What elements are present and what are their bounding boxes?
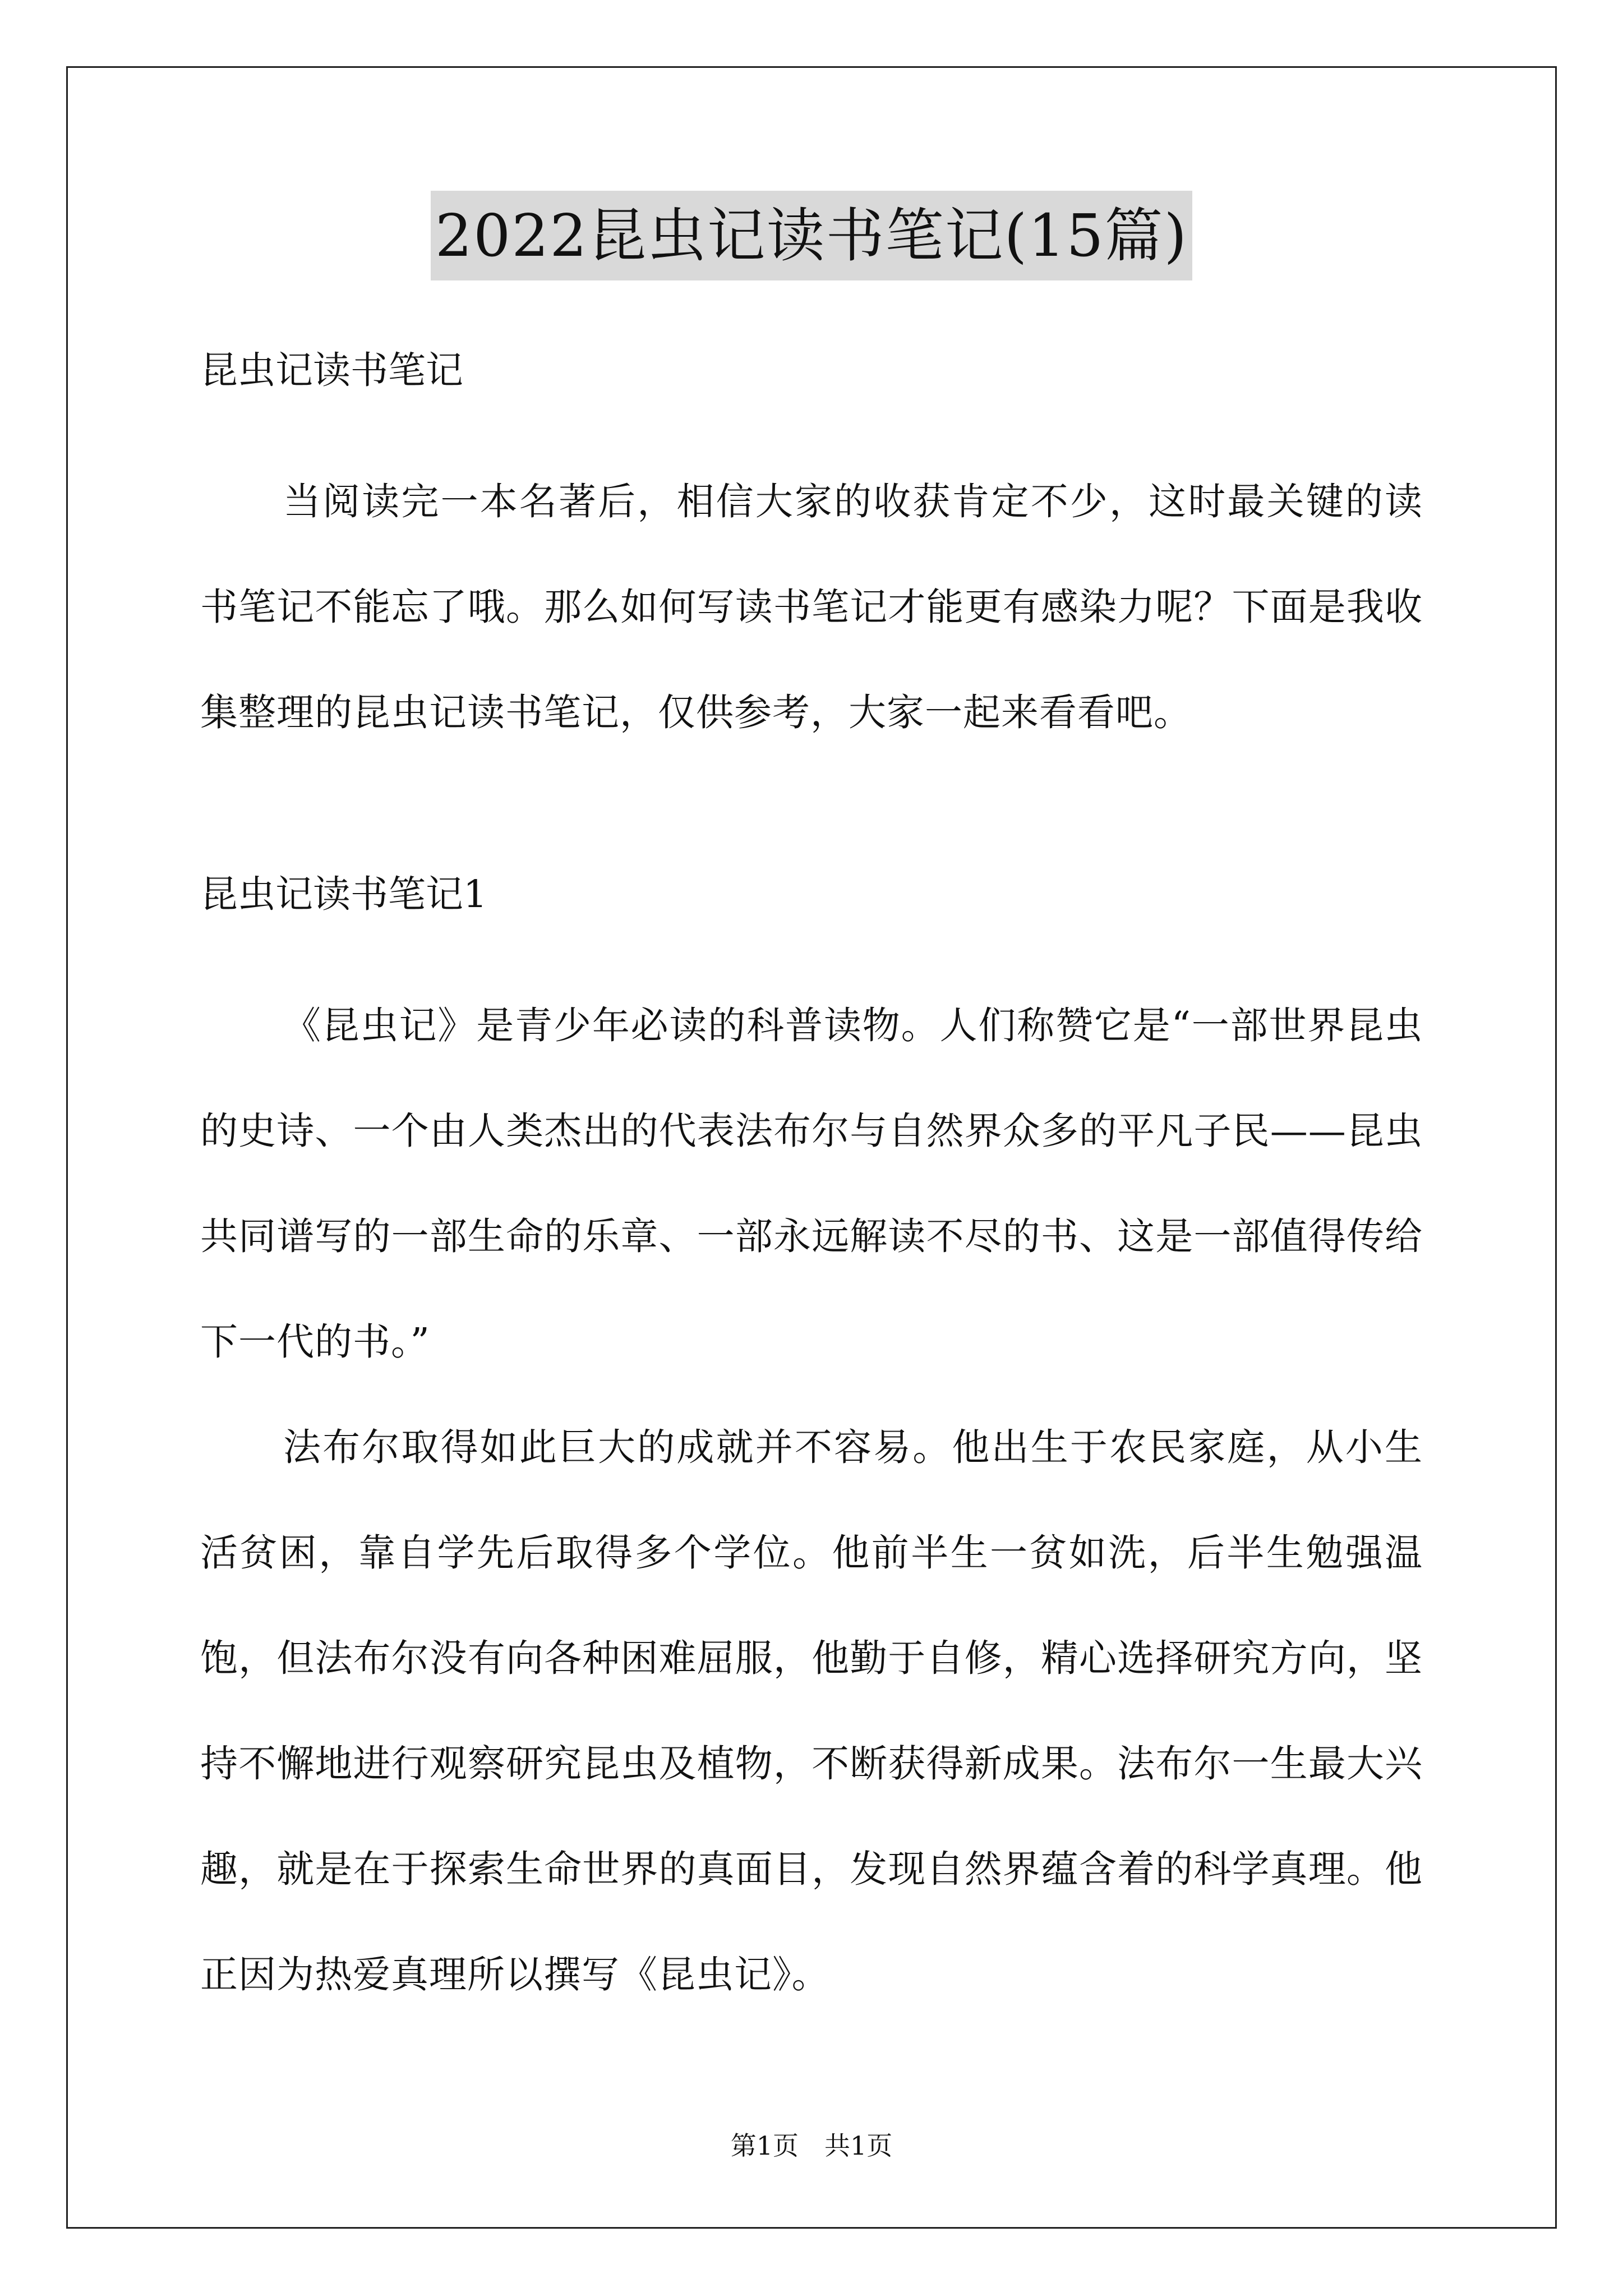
section1-paragraph-1: 《昆虫记》是青少年必读的科普读物。人们称赞它是“一部世界昆虫的史诗、一个由人类杰出的代表法布尔与自然界众多的平凡子民——昆虫共同谱写的一部生命的乐章、一部永远解读不尽的书、这是一部值得传给下一代的书。” <box>200 1004 1423 1364</box>
intro-paragraph: 当阅读完一本名著后，相信大家的收获肯定不少，这时最关键的读书笔记不能忘了哦。那么如何写读书笔记才能更有感染力呢？下面是我收集整理的昆虫记读书笔记，仅供参考，大家一起来看看吧。 <box>200 480 1423 734</box>
section1-paragraph-2: 法布尔取得如此巨大的成就并不容易。他出生于农民家庭，从小生活贫困，靠自学先后取得多个学位。他前半生一贫如洗，后半生勉强温饱，但法布尔没有向各种困难屈服，他勤于自修，精心选择研究方向，坚持不懈地进行观察研究昆虫及植物，不断获得新成果。法布尔一生最大兴趣，就是在于探索生命世界的真面目，发现自然界蕴含着的科学真理。他正因为热爱真理所以撰写《昆虫记》。 <box>200 1425 1423 1996</box>
section1-heading: 昆虫记读书笔记1 <box>200 872 487 916</box>
page-footer: 第1页 共1页 <box>730 2131 893 2161</box>
document-body <box>200 191 1423 2027</box>
document-title <box>200 191 1423 280</box>
document-title-text: 2022昆虫记读书笔记(15篇) <box>431 191 1192 280</box>
intro-heading: 昆虫记读书笔记 <box>200 348 463 392</box>
